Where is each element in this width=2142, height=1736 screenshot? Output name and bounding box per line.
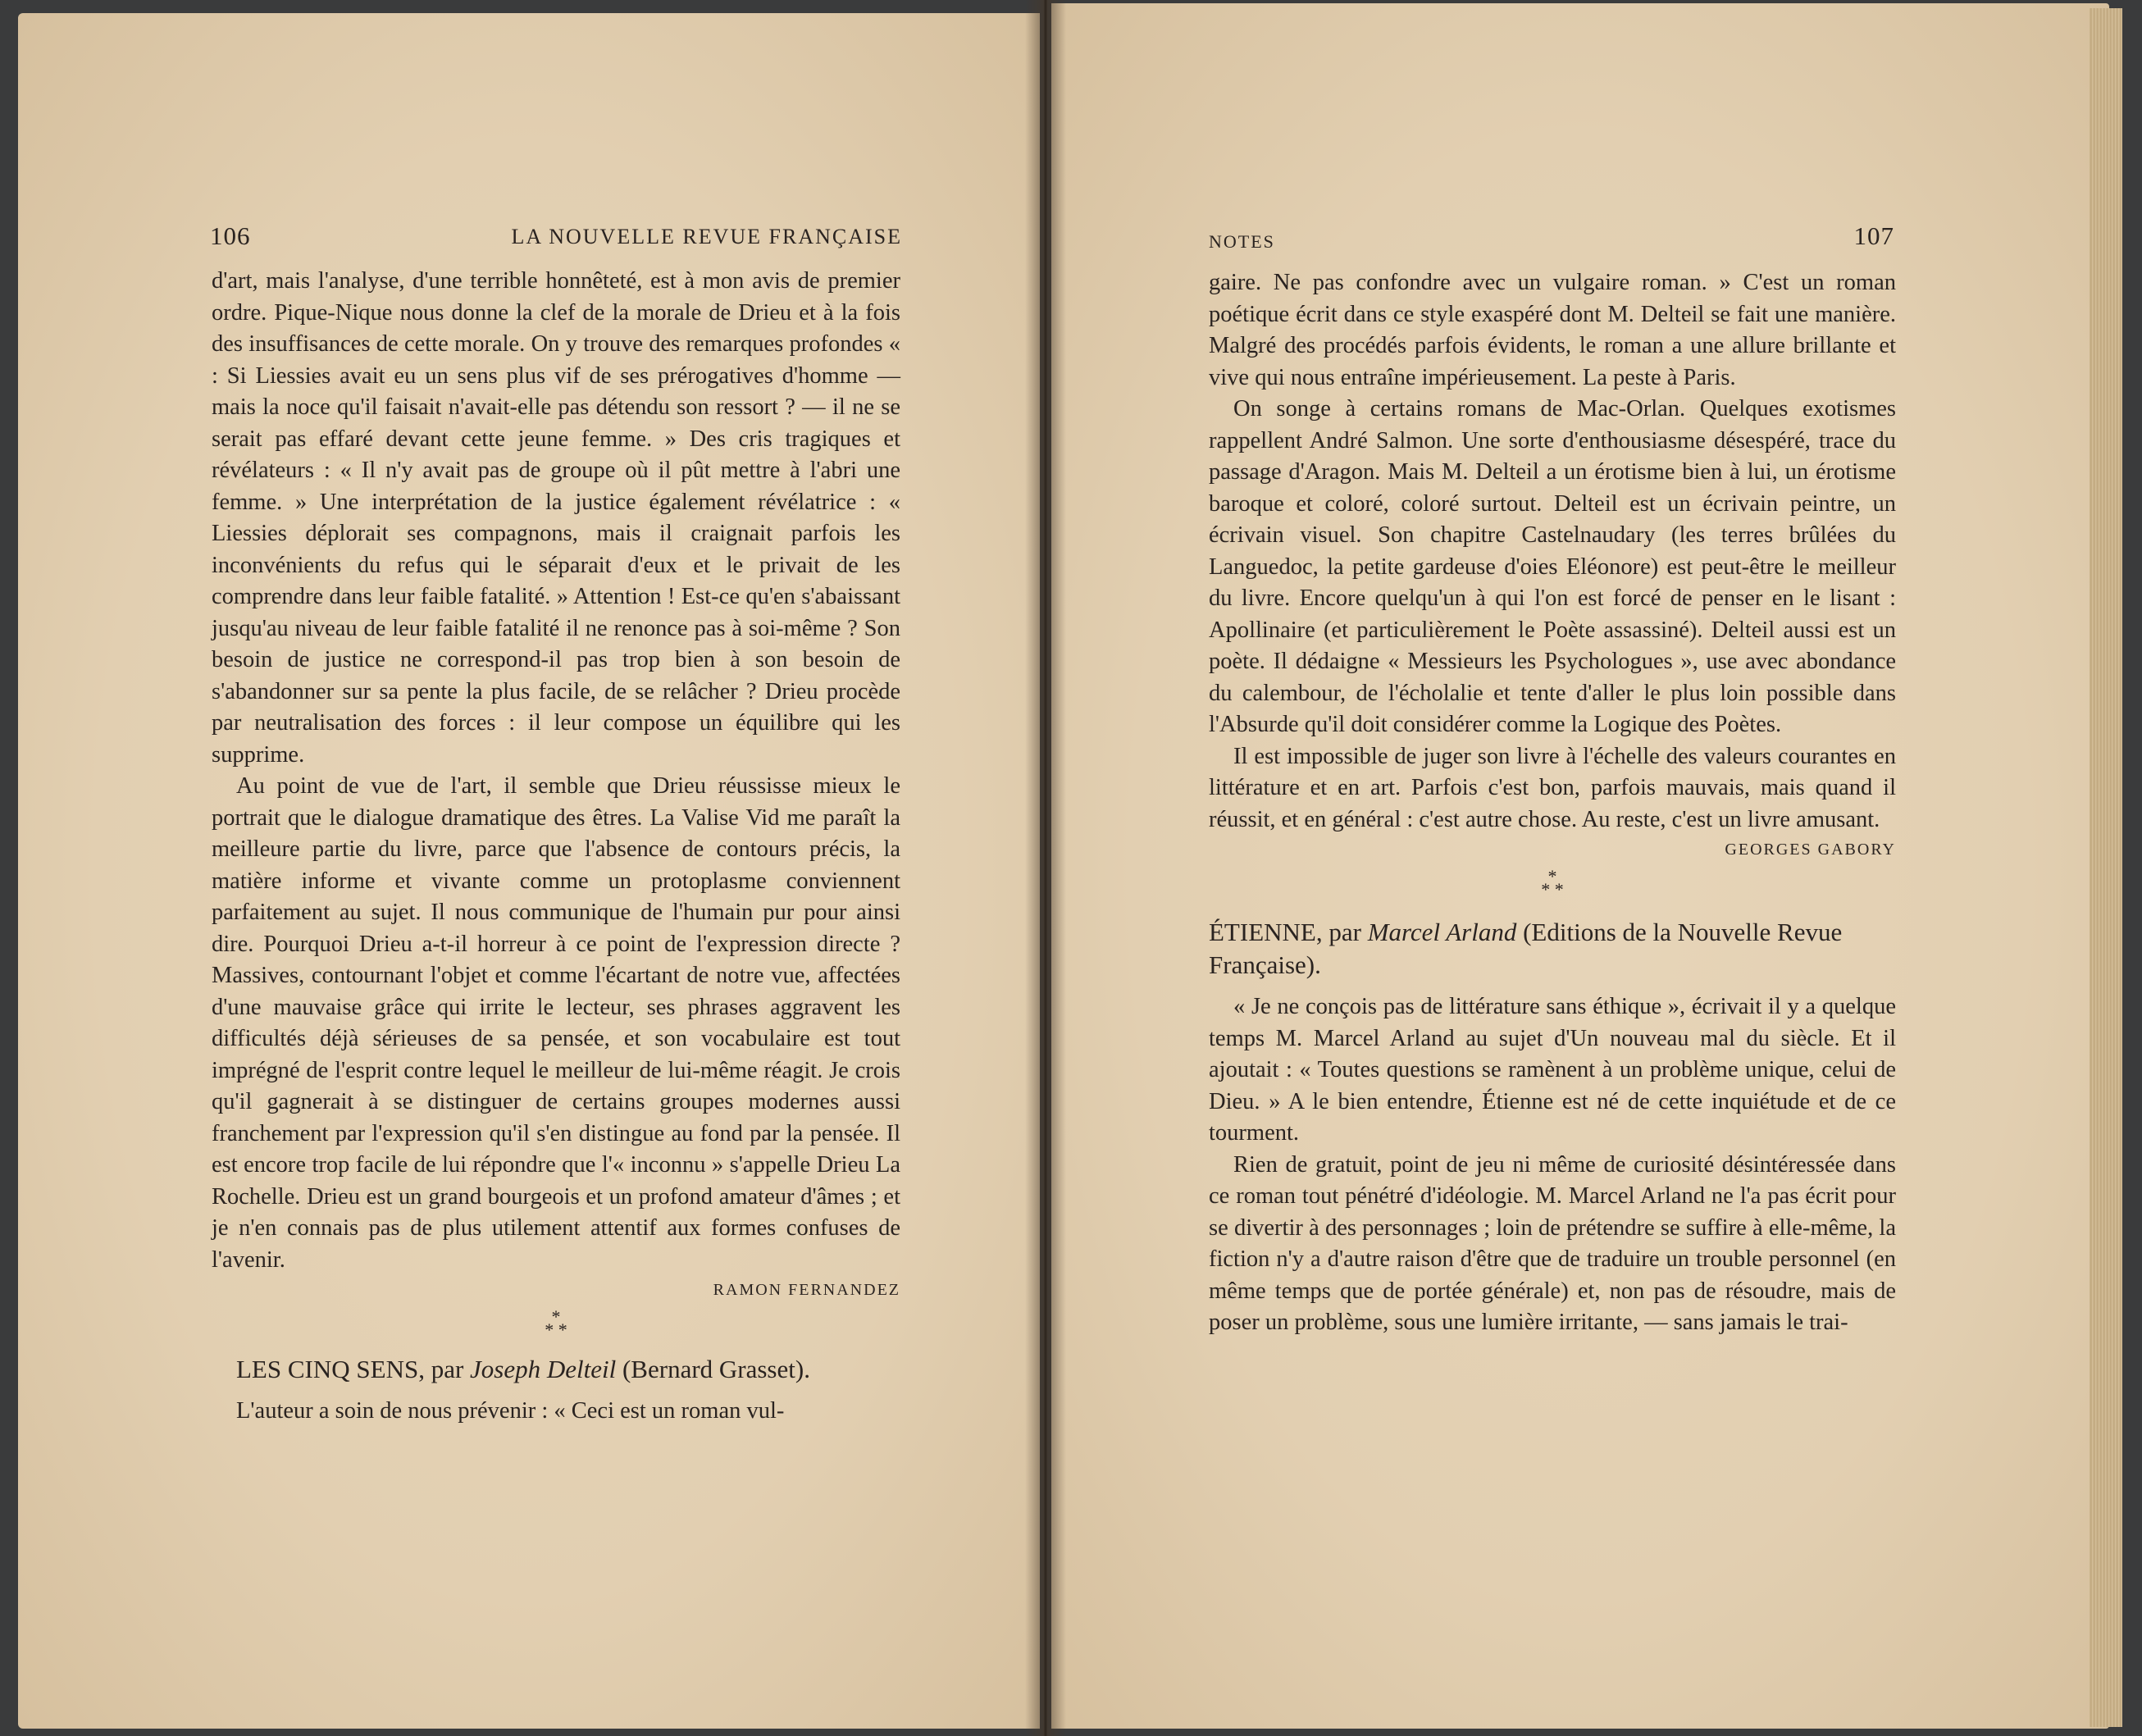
review-publisher: (Editions de la Nouvelle Revue Française). [1209, 918, 1843, 979]
review-heading-cinq-sens [212, 1353, 900, 1386]
review-heading-etienne [1209, 916, 1896, 982]
left-paragraph-1: d'art, mais l'analyse, d'une terrible honnêteté, est à mon avis de premier ordre. Pique-Nique nous donne la clef de la morale de Drieu et à la fois des insuffisances de cette morale. On y trouve des remarques profondes « : Si Liessies avait eu un sens plus vif de ses prérogatives d'homme — mais la noce qu'il faisait n'avait-elle pas détendu son ressort ? — il ne se serait pas effaré devant cette jeune femme. » Des cris tragiques et révélateurs : « Il n'y avait pas de groupe où il pût mettre à l'abri une femme. » Une interprétation de la justice également révélatrice : « Liessies déplorait ses compagnons, mais il craignait parfois les inconvénients du refus qui le séparait d'eux et le privait de les comprendre dans leur faible fatalité. » Attention ! Est-ce qu'en s'abaissant jusqu'au niveau de leur faible fatalité il ne renonce pas à soi-même ? Son besoin de justice ne correspond-il pas trop bien à son besoin de s'abandonner sur sa pente la plus facile, de se relâcher ? Drieu procède par neutralisation des forces : il leur compose un équilibre qui les supprime. [212, 268, 900, 768]
review-author: Marcel Arland [1367, 918, 1517, 946]
left-header [210, 221, 902, 257]
signature-left: RAMON FERNANDEZ [713, 1281, 900, 1299]
separator-stars-left: * * * [545, 1306, 567, 1340]
right-column [1209, 267, 1896, 1339]
left-paragraph-2: Au point de vue de l'art, il semble que Drieu réussisse mieux le portrait que le dialogue dramatique des êtres. La Valise Vid me paraît la meilleure partie du livre, parce que l'absence de contours précis, la matière informe et vivante comme un protoplasme conviennent parfaitement au sujet. Il nous communique de l'humain pur pour ainsi dire. Pourquoi Drieu a-t-il horreur à ce point de l'expression directe ? Massives, contournant l'objet et comme l'écartant de notre vue, affectées d'une mauvaise grâce qui irrite le lecteur, ses phrases aggravent les difficultés déjà sérieuses de sa pensée, et son vocabulaire est tout imprégné de l'esprit contre lequel le meilleur de lui-même réagit. Je crois qu'il gagnerait à se distinguer de certains groupes modernes aussi franchement par l'expression qu'il s'en distingue au fond par la pensée. Il est encore trop facile de lui répondre que l'« inconnu » s'appelle Drieu La Rochelle. Drieu est un grand bourgeois et un profond amateur d'âmes ; et je n'en connais pas de plus utilement attentif aux formes confuses de l'avenir. [212, 773, 900, 1273]
left-review-opening: L'auteur a soin de nous prévenir : « Ceci est un roman vul- [236, 1398, 785, 1424]
book-gutter [1025, 0, 1066, 1736]
review-author: Joseph Delteil [470, 1355, 617, 1383]
review-title: ÉTIENNE, par [1209, 918, 1368, 946]
right-paragraph-5: Rien de gratuit, point de jeu ni même de curiosité désintéressée dans ce roman tout pénétré d'idéologie. M. Marcel Arland ne l'a pas écrit pour se divertir à des personnages ; loin de prétendre se suffire à elle-même, la fiction n'y a d'autre raison d'être que de traduire un trouble personnel (en même temps que de portée générale) et, non pas de résoudre, mais de poser un problème, sous une lumière irritante, — sans jamais le trai- [1209, 1151, 1896, 1335]
review-title: LES CINQ SENS, par [236, 1355, 471, 1383]
page-edges [2090, 8, 2122, 1727]
page-number-left: 106 [210, 221, 251, 250]
right-paragraph-4: « Je ne conçois pas de littérature sans éthique », écrivait il y a quelque temps M. Marcel Arland au sujet d'Un nouveau mal du siècle. Et il ajoutait : « Toutes questions se ramènent à un problème unique, celui de Dieu. » A le bien entendre, Étienne est né de cette inquiétude et de ce tourment. [1209, 994, 1896, 1146]
right-header [1209, 221, 1894, 257]
separator-stars-right: * * * [1541, 866, 1564, 900]
left-column [212, 266, 900, 1428]
signature-right: GEORGES GABORY [1725, 841, 1896, 859]
right-paragraph-3: Il est impossible de juger son livre à l'échelle des valeurs courantes en littérature et en art. Parfois c'est bon, parfois mauvais, mais quand il réussit, et en général : c'est autre chose. Au reste, c'est un livre amusant. [1209, 743, 1896, 832]
page-number-right: 107 [1853, 221, 1894, 250]
running-head-left: LA NOUVELLE REVUE FRANÇAISE [511, 225, 902, 248]
right-paragraph-2: On songe à certains romans de Mac-Orlan. Quelques exotismes rappellent André Salmon. Une sorte d'enthousiasme désespéré, trace du passage d'Aragon. Mais M. Delteil a un érotisme bien à lui, un érotisme baroque et coloré, coloré surtout. Delteil est un écrivain peintre, un écrivain visuel. Son chapitre Castelnaudary (les terres brûlées du Languedoc, la petite gardeuse d'oies Eléonore) est peut-être le meilleur du livre. Encore quelqu'un à qui l'on est forcé de penser en le lisant : Apollinaire (et particulièrement le Poète assassiné). Delteil aussi est un poète. Il dédaigne « Messieurs les Psychologues », use avec abondance du calembour, de l'écholalie et tente d'aller le plus loin possible dans l'Absurde qu'il doit considérer comme la Logique des Poètes. [1209, 396, 1896, 737]
right-paragraph-1: gaire. Ne pas confondre avec un vulgaire roman. » C'est un roman poétique écrit dans ce style exaspéré dont M. Delteil se fait une manière. Malgré des procédés parfois évidents, le roman a une allure brillante et vive qui nous entraîne impérieusement. La peste à Paris. [1209, 270, 1896, 390]
running-head-right: NOTES [1209, 231, 1275, 252]
review-publisher: (Bernard Grasset). [616, 1355, 810, 1383]
